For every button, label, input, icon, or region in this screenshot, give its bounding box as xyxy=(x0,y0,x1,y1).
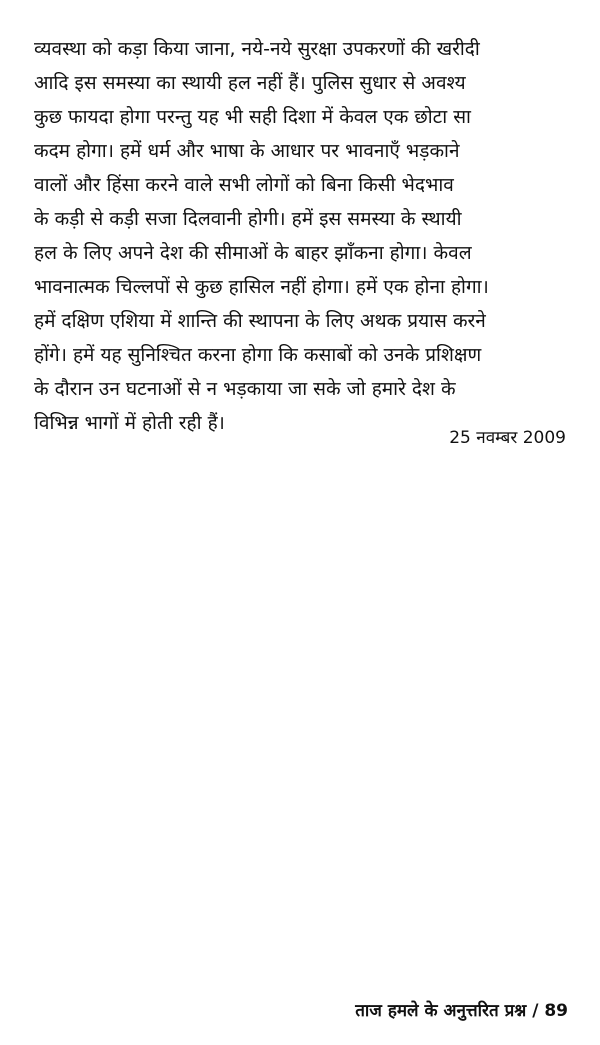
paragraph-line: व्यवस्था को कड़ा किया जाना, नये-नये सुरक्षा उपकरणों की खरीदी xyxy=(34,38,480,60)
paragraph-line: विभिन्न भागों में होती रही हैं। xyxy=(34,412,225,434)
paragraph-line: भावनात्मक चिल्लपों से कुछ हासिल नहीं होगा। हमें एक होना होगा। xyxy=(34,276,489,298)
paragraph-line: के दौरान उन घटनाओं से न भड़काया जा सके जो हमारे देश के xyxy=(34,378,456,400)
paragraph-line: आदि इस समस्या का स्थायी हल नहीं हैं। पुलिस सुधार से अवश्य xyxy=(34,72,466,94)
article-date: 25 नवम्बर 2009 xyxy=(449,428,566,448)
page-footer-running-title: ताज हमले के अनुत्तरित प्रश्न / 89 xyxy=(355,1001,568,1021)
paragraph-line: कदम होगा। हमें धर्म और भाषा के आधार पर भावनाएँ भड़काने xyxy=(34,140,460,162)
paragraph-line: के कड़ी से कड़ी सजा दिलवानी होगी। हमें इस समस्या के स्थायी xyxy=(34,208,462,230)
body-paragraph xyxy=(34,32,570,440)
paragraph-line: वालों और हिंसा करने वाले सभी लोगों को बिना किसी भेदभाव xyxy=(34,174,454,196)
paragraph-line: हल के लिए अपने देश की सीमाओं के बाहर झाँकना होगा। केवल xyxy=(34,242,472,264)
paragraph-line: कुछ फायदा होगा परन्तु यह भी सही दिशा में केवल एक छोटा सा xyxy=(34,106,471,128)
paragraph-line: हमें दक्षिण एशिया में शान्ति की स्थापना के लिए अथक प्रयास करने xyxy=(34,310,486,332)
paragraph-line: होंगे। हमें यह सुनिश्चित करना होगा कि कसाबों को उनके प्रशिक्षण xyxy=(34,344,482,366)
